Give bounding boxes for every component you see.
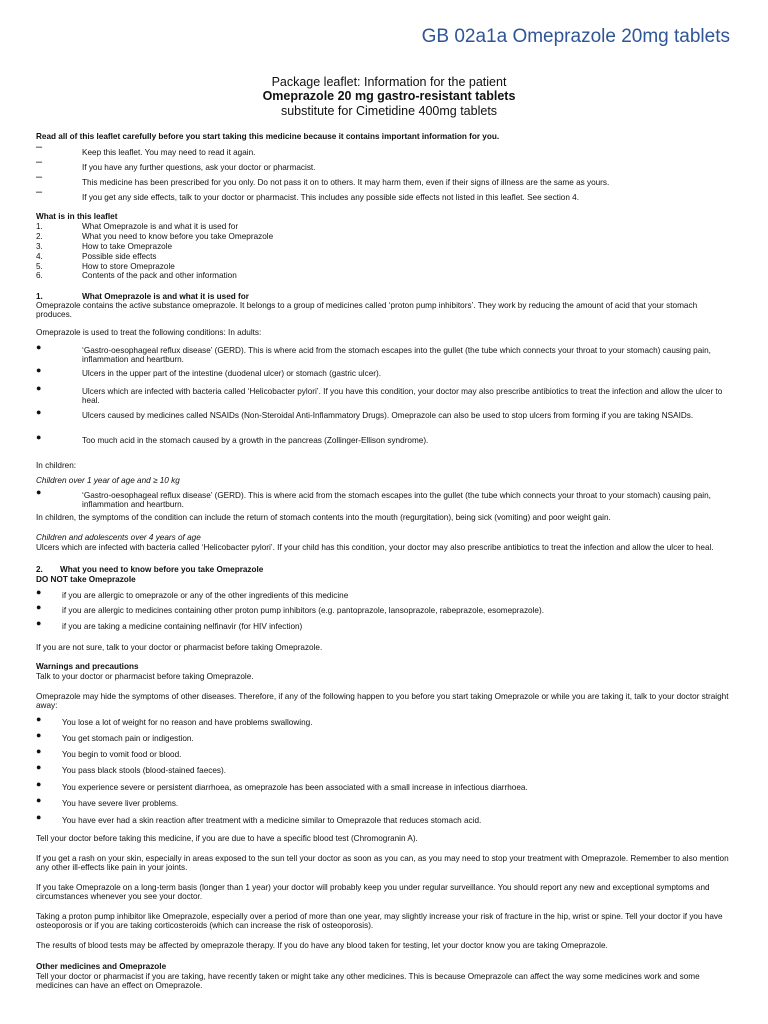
intro-dash-4: –: [36, 186, 43, 198]
warnings-heading: Warnings and precautions: [36, 662, 139, 671]
section1-number: 1.: [36, 292, 43, 301]
toc-item-3: How to take Omeprazole: [82, 242, 173, 251]
children-para: In children, the symptoms of the condition can include the return of stomach contents into the mouth (regurgitation), being sick (vomiting) and poor weight gain.: [36, 513, 611, 522]
toc-item-1: What Omeprazole is and what it is used for: [82, 222, 239, 231]
warn-item-6: You have severe liver problems.: [62, 799, 179, 808]
warn-bullet-2: ●: [36, 730, 42, 740]
rash-para: If you get a rash on your skin, especially in areas exposed to the sun tell your doctor as soon as you can, as you may need to stop your treatment with Omeprazole. Remember to also mention any other ill-effects like pain in your joints.: [36, 854, 729, 873]
donot-item-3: if you are taking a medicine containing nelfinavir (for HIV infection): [62, 622, 303, 631]
long-term-para: If you take Omeprazole on a long-term basis (longer than 1 year) your doctor will probably keep you under regular surveillance. You should report any new and exceptional symptoms and circumstances whenever you see your doctor.: [36, 883, 710, 902]
toc-num-4: 4.: [36, 252, 43, 261]
intro-item-3: This medicine has been prescribed for you only. Do not pass it on to others. It may harm them, even if their signs of illness are the same as yours.: [82, 178, 610, 187]
donot-heading: DO NOT take Omeprazole: [36, 575, 136, 584]
warn-bullet-3: ●: [36, 746, 42, 756]
leaflet-heading: Package leaflet: Information for the patient: [271, 75, 507, 89]
adult-item-4: Ulcers caused by medicines called NSAIDs (Non-Steroidal Anti-Inflammatory Drugs). Omeprazole can also be used to stop ulcers from forming if you are taking NSAIDs.: [82, 411, 694, 420]
donot-bullet-3: ●: [36, 618, 42, 628]
warn-item-7: You have ever had a skin reaction after treatment with a medicine similar to Omeprazole that reduces stomach acid.: [62, 816, 482, 825]
section2-heading: What you need to know before you take Omeprazole: [60, 565, 264, 574]
fracture-para: Taking a proton pump inhibitor like Omeprazole, especially over a period of more than one year, may slightly increase your risk of fracture in the hip, wrist or spine. Tell your doctor if you have osteoporosis or if you are taking corticosteroids (which can increase the risk of osteoporosis).: [36, 912, 723, 931]
section1-para-2: Omeprazole is used to treat the following conditions: In adults:: [36, 328, 262, 337]
adult-item-1: ‘Gastro-oesophageal reflux disease’ (GERD). This is where acid from the stomach escapes into the gullet (the tube which connects your throat to your stomach) causing pain, inflammation and heartburn.: [82, 346, 711, 365]
children-item: ‘Gastro-oesophageal reflux disease’ (GERD). This is where acid from the stomach escapes into the gullet (the tube which connects your throat to your stomach) causing pain, inflammation and heartburn.: [82, 491, 711, 510]
product-name: Omeprazole 20 mg gastro-resistant tablets: [262, 89, 516, 103]
warn-bullet-6: ●: [36, 795, 42, 805]
adult-bullet-5: ●: [36, 432, 42, 442]
other-medicines-para: Tell your doctor or pharmacist if you are taking, have recently taken or might take any other medicines. This is because Omeprazole can affect the way some medicines work and some medicines can have an effect on Omeprazole.: [36, 972, 700, 991]
warn-bullet-4: ●: [36, 762, 42, 772]
toc-item-2: What you need to know before you take Omeprazole: [82, 232, 274, 241]
blood-results-para: The results of blood tests may be affected by omeprazole therapy. If you do have any blood taken for testing, let your doctor know you are taking Omeprazole.: [36, 941, 608, 950]
adult-item-5: Too much acid in the stomach caused by a growth in the pancreas (Zollinger-Ellison syndrome).: [82, 436, 429, 445]
warn-item-5: You experience severe or persistent diarrhoea, as omeprazole has been associated with a small increase in infectious diarrhoea.: [62, 783, 528, 792]
children-subheading-1: Children over 1 year of age and ≥ 10 kg: [36, 476, 180, 485]
warn-item-1: You lose a lot of weight for no reason and have problems swallowing.: [62, 718, 313, 727]
warn-bullet-5: ●: [36, 779, 42, 789]
intro-item-1: Keep this leaflet. You may need to read it again.: [82, 148, 256, 157]
toc-item-4: Possible side effects: [82, 252, 157, 261]
children-bullet: ●: [36, 487, 42, 497]
toc-num-5: 5.: [36, 262, 43, 271]
toc-heading: What is in this leaflet: [36, 212, 118, 221]
toc-num-1: 1.: [36, 222, 43, 231]
toc-num-6: 6.: [36, 271, 43, 280]
toc-num-2: 2.: [36, 232, 43, 241]
children-para-2: Ulcers which are infected with bacteria called ‘Helicobacter pylori’. If your child has this condition, your doctor may also prescribe antibiotics to treat the infection and allow the ulcer to heal.: [36, 543, 714, 552]
intro-item-4: If you get any side effects, talk to your doctor or pharmacist. This includes any possible side effects not listed in this leaflet. See section 4.: [82, 193, 579, 202]
adult-bullet-3: ●: [36, 383, 42, 393]
toc-item-5: How to store Omeprazole: [82, 262, 175, 271]
intro-dash-2: –: [36, 156, 43, 168]
warn-item-2: You get stomach pain or indigestion.: [62, 734, 194, 743]
section1-para-1: Omeprazole contains the active substance omeprazole. It belongs to a group of medicines called ‘proton pump inhibitors’. They work by reducing the amount of acid that your stomach produces.: [36, 301, 698, 320]
adult-item-2: Ulcers in the upper part of the intestine (duodenal ulcer) or stomach (gastric ulcer).: [82, 369, 381, 378]
donot-bullet-2: ●: [36, 602, 42, 612]
adult-bullet-2: ●: [36, 365, 42, 375]
intro-dash-1: –: [36, 141, 43, 153]
adult-item-3: Ulcers which are infected with bacteria called ‘Helicobacter pylori’. If you have this condition, your doctor may also prescribe antibiotics to treat the infection and allow the ulcer to heal.: [82, 387, 723, 406]
blood-test-note: Tell your doctor before taking this medicine, if you are due to have a specific blood test (Chromogranin A).: [36, 834, 418, 843]
warn-bullet-7: ●: [36, 812, 42, 822]
adult-bullet-1: ●: [36, 342, 42, 352]
intro-dash-3: –: [36, 171, 43, 183]
other-medicines-heading: Other medicines and Omeprazole: [36, 962, 167, 971]
donot-item-1: if you are allergic to omeprazole or any of the other ingredients of this medicine: [62, 591, 349, 600]
document-title: GB 02a1a Omeprazole 20mg tablets: [421, 26, 730, 47]
warn-bullet-1: ●: [36, 714, 42, 724]
section1-heading: What Omeprazole is and what it is used for: [82, 292, 249, 301]
intro-text: Read all of this leaflet carefully before you start taking this medicine because it contains important information for you.: [36, 132, 500, 141]
warnings-para-2: Omeprazole may hide the symptoms of other diseases. Therefore, if any of the following happen to you before you start taking Omeprazole or while you are taking it, talk to your doctor straight away:: [36, 692, 729, 711]
substitute-note: substitute for Cimetidine 400mg tablets: [280, 104, 498, 118]
children-label: In children:: [36, 461, 77, 470]
adult-bullet-4: ●: [36, 407, 42, 417]
donot-bullet-1: ●: [36, 587, 42, 597]
warn-item-4: You pass black stools (blood-stained faeces).: [62, 766, 226, 775]
children-subheading-2: Children and adolescents over 4 years of age: [36, 533, 201, 542]
not-sure-text: If you are not sure, talk to your doctor or pharmacist before taking Omeprazole.: [36, 643, 323, 652]
intro-item-2: If you have any further questions, ask your doctor or pharmacist.: [82, 163, 316, 172]
warn-item-3: You begin to vomit food or blood.: [62, 750, 182, 759]
section2-number: 2.: [36, 565, 43, 574]
donot-item-2: if you are allergic to medicines containing other proton pump inhibitors (e.g. pantoprazole, lansoprazole, rabeprazole, esomeprazole).: [62, 606, 544, 615]
warnings-para-1: Talk to your doctor or pharmacist before taking Omeprazole.: [36, 672, 254, 681]
toc-num-3: 3.: [36, 242, 43, 251]
toc-item-6: Contents of the pack and other information: [82, 271, 237, 280]
